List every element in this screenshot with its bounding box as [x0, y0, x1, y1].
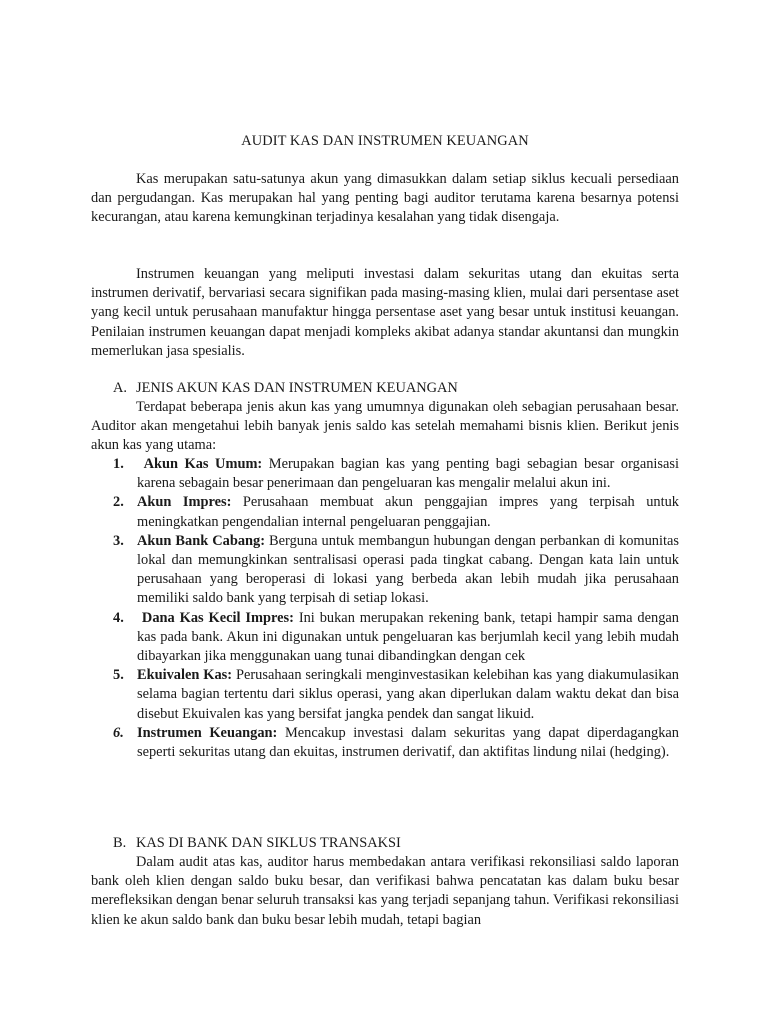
list-item-text: Ini bukan merupakan rekening bank, tetapi hampir sama dengan kas pada bank. Akun ini digunakan untuk pengeluaran kas berjumlah kecil yang lebih mudah dibayarkan jika menggunakan uang tunai dibandingkan dengan cek — [137, 609, 679, 665]
cash-account-types-list — [91, 455, 679, 762]
intro-paragraph-1: Kas merupakan satu-satunya akun yang dimasukkan dalam setiap siklus kecuali persediaan dan pergudangan. Kas merupakan hal yang penting bagi auditor terutama karena besarnya potensi kecurangan, atau karena kemungkinan terjadinya kesalahan yang tidak disengaja. — [91, 171, 679, 226]
document-title: AUDIT KAS DAN INSTRUMEN KEUANGAN — [241, 133, 529, 149]
intro-paragraph-2: Instrumen keuangan yang meliputi investasi dalam sekuritas utang dan ekuitas serta instrumen derivatif, bervariasi secara signifikan pada masing-masing klien, mulai dari persentase aset yang kecil untuk perusahaan manufaktur hingga persentase aset yang besar untuk institusi keuangan. Penilaian instrumen keuangan dapat menjadi kompleks akibat adanya standar akuntansi dan mungkin memerlukan jasa spesialis. — [91, 266, 679, 359]
list-item-text: Berguna untuk membangun hubungan dengan perbankan di komunitas lokal dan memungkinkan sentralisasi operasi pada tingkat cabang. Dengan kata lain untuk perusahaan yang beroperasi di lokasi yang berbeda akan lebih mudah jika perusahaan memiliki saldo bank yang terpisah di setiap lokasi. — [137, 532, 679, 607]
list-item-text: Perusahaan seringkali menginvestasikan kelebihan kas yang diakumulasikan selama bagian tertentu dari siklus operasi, yang akan diperlukan dalam waktu dekat dan bisa disebut Ekuivalen kas yang bersifat jangka pendek dan sangat likuid. — [137, 667, 679, 722]
section-a-letter: A. — [113, 380, 127, 396]
list-item — [91, 532, 679, 609]
list-item — [91, 724, 679, 762]
list-item-term: Ekuivalen Kas: — [137, 667, 233, 684]
section-a-heading — [113, 379, 679, 398]
section-b-paragraph: Dalam audit atas kas, auditor harus membedakan antara verifikasi rekonsiliasi saldo laporan bank oleh klien dengan saldo buku besar, dan verifikasi bahwa pencatatan kas dalam buku besar merefleksikan dengan benar seluruh transaksi kas yang terjadi sepanjang tahun. Verifikasi rekonsiliasi klien ke akun saldo bank dan buku besar lebih mudah, tetapi bagian — [91, 854, 679, 928]
section-a-paragraph: Terdapat beberapa jenis akun kas yang umumnya digunakan oleh sebagian perusahaan besar. Auditor akan mengetahui lebih banyak jenis saldo kas setelah memahami bisnis klien. Berikut jenis akun kas yang utama: — [91, 399, 679, 454]
section-b-heading — [113, 834, 679, 853]
section-b-title: KAS DI BANK DAN SIKLUS TRANSAKSI — [136, 835, 401, 851]
list-item-term: Dana Kas Kecil Impres: — [141, 609, 294, 626]
list-item-number: 4. — [113, 609, 124, 626]
list-item-number: 2. — [113, 494, 124, 511]
list-item-text: Perusahaan membuat akun penggajian impres yang terpisah untuk meningkatkan pengendalian internal pengeluaran penggajian. — [137, 494, 680, 530]
list-item-text: Mencakup investasi dalam sekuritas yang dapat diperdagangkan seperti sekuritas utang dan ekuitas, instrumen derivatif, dan aktifitas lindung nilai (hedging). — [137, 724, 679, 761]
list-item-term: Instrumen Keuangan: — [137, 724, 278, 741]
section-b-letter: B. — [113, 835, 127, 851]
section-a-title: JENIS AKUN KAS DAN INSTRUMEN KEUANGAN — [136, 380, 458, 396]
list-item-text: Merupakan bagian kas yang penting bagi sebagian besar organisasi karena sebagain besar penerimaan dan pengeluaran kas mengalir melalui akun ini. — [137, 456, 679, 492]
list-item-term: Akun Impres: — [137, 494, 232, 511]
list-item — [91, 609, 679, 667]
list-item — [91, 493, 679, 531]
list-item-term: Akun Kas Umum: — [143, 456, 263, 472]
list-item — [91, 455, 679, 493]
list-item-term: Akun Bank Cabang: — [137, 532, 266, 549]
list-item-number: 6. — [113, 724, 124, 741]
list-item-number: 5. — [113, 667, 124, 684]
list-item — [91, 666, 679, 724]
list-item-number: 3. — [113, 532, 124, 549]
list-item-number: 1. — [113, 456, 124, 472]
